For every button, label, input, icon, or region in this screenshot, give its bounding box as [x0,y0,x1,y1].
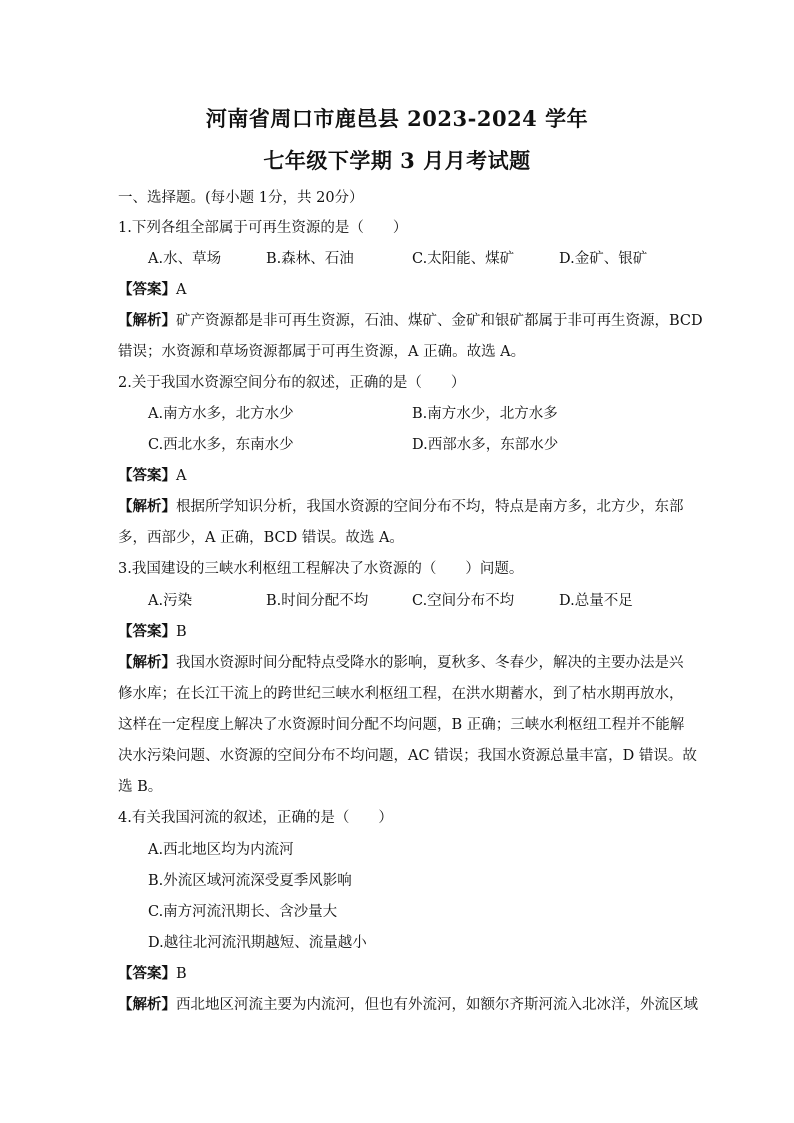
answer-label: 【答案】 [118,965,176,982]
q3-analysis-line-4: 决水污染问题、水资源的空间分布不均问题，AC 错误；我国水资源总量丰富，D 错误。故 [118,748,697,764]
q1-option-b: B.森林、石油 [266,251,354,267]
q1-analysis-text-1: 矿产资源都是非可再生资源，石油、煤矿、金矿和银矿都属于非可再生资源，BCD [176,313,703,329]
q4-option-b: B.外流区域河流深受夏季风影响 [148,873,352,889]
q4-answer [118,964,187,984]
q1-answer [118,280,186,300]
q2-analysis-line-2: 多，西部少，A 正确，BCD 错误。故选 A。 [118,530,404,546]
analysis-label: 【解析】 [118,312,176,329]
q4-option-c: C.南方河流汛期长、含沙量大 [148,904,338,920]
page-subtitle: 七年级下学期 3 月月考试题 [263,148,531,173]
q3-option-c: C.空间分布不均 [412,593,515,609]
q2-option-c: C.西北水多，东南水少 [148,437,294,453]
question-2-stem: 2.关于我国水资源空间分布的叙述，正确的是（ ） [118,375,466,391]
q3-answer [118,622,187,642]
q2-analysis-text-1: 根据所学知识分析，我国水资源的空间分布不均，特点是南方多，北方少，东部 [176,499,684,515]
q2-analysis-line-1 [118,497,684,517]
analysis-label: 【解析】 [118,654,176,671]
q1-option-a: A.水、草场 [148,251,222,267]
q3-analysis-line-5: 选 B。 [118,779,163,795]
q3-analysis-text-1: 我国水资源时间分配特点受降水的影响，夏秋多、冬春少，解决的主要办法是兴 [176,655,684,671]
q2-option-d: D.西部水多，东部水少 [412,437,559,453]
answer-label: 【答案】 [118,281,176,298]
q4-analysis-text-1: 西北地区河流主要为内流河，但也有外流河，如额尔齐斯河流入北冰洋，外流区域 [176,997,698,1013]
question-1-stem: 1.下列各组全部属于可再生资源的是（ ） [118,220,408,236]
q3-analysis-line-3: 这样在一定程度上解决了水资源时间分配不均问题，B 正确；三峡水利枢纽工程并不能解 [118,717,685,733]
q3-analysis-line-1 [118,653,684,673]
q3-answer-value: B [176,624,187,640]
q2-option-b: B.南方水少，北方水多 [412,406,558,422]
q3-option-a: A.污染 [148,593,193,609]
question-4-stem: 4.有关我国河流的叙述，正确的是（ ） [118,810,393,826]
section-heading: 一、选择题。(每小题 1分，共 20分） [118,190,364,206]
page-title: 河南省周口市鹿邑县 2023-2024 学年 [205,106,589,131]
answer-label: 【答案】 [118,623,176,640]
q2-option-a: A.南方水多，北方水少 [148,406,294,422]
q3-option-b: B.时间分配不均 [266,593,369,609]
q3-analysis-line-2: 修水库；在长江干流上的跨世纪三峡水利枢纽工程，在洪水期蓄水，到了枯水期再放水， [118,686,684,702]
q1-option-d: D.金矿、银矿 [559,251,648,267]
q1-answer-value: A [176,282,187,298]
q4-answer-value: B [176,966,187,982]
q4-option-a: A.西北地区均为内流河 [148,842,294,858]
q1-analysis-line-1 [118,311,703,331]
q4-option-d: D.越往北河流汛期越短、流量越小 [148,935,367,951]
answer-label: 【答案】 [118,467,176,484]
q2-answer-value: A [176,468,187,484]
analysis-label: 【解析】 [118,996,176,1013]
q1-option-c: C.太阳能、煤矿 [412,251,515,267]
q4-analysis-line-1 [118,995,698,1015]
question-3-stem: 3.我国建设的三峡水利枢纽工程解决了水资源的（ ）问题。 [118,561,524,577]
q1-analysis-line-2: 错误；水资源和草场资源都属于可再生资源，A 正确。故选 A。 [118,344,526,360]
q2-answer [118,466,186,486]
q3-option-d: D.总量不足 [559,593,633,609]
analysis-label: 【解析】 [118,498,176,515]
